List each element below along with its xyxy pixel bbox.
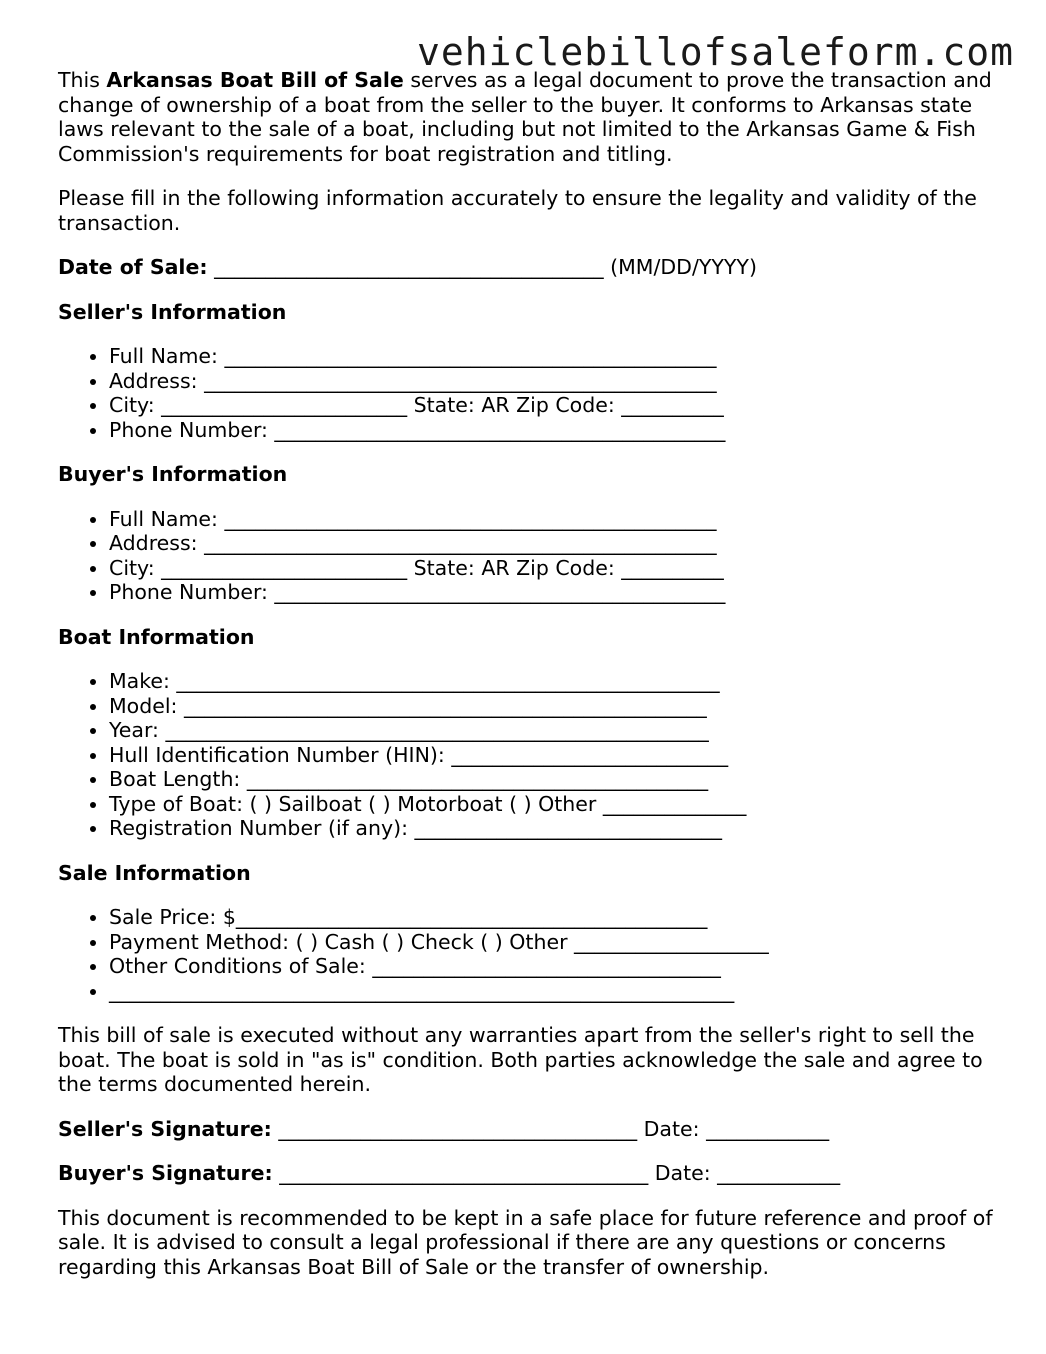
warranty-paragraph: This bill of sale is executed without any warranties apart from the seller's right to sell the boat. The boat is sold in "as is" condition. Both parties acknowledge the sale and agree to the terms documented herein. [58, 1023, 983, 1096]
sale-info-heading: Sale Information [58, 860, 251, 885]
sale-price-field[interactable]: • Sale Price: $______________________________________________ [109, 905, 1008, 930]
seller-info-list [58, 344, 1008, 442]
closing-paragraph: This document is recommended to be kept in a safe place for future reference and proof of sale. It is advised to consult a legal professional if there are any questions or concerns regarding this Arkansas Boat Bill of Sale or the transfer of ownership. [58, 1205, 993, 1279]
site-watermark: vehiclebillofsaleform.com [417, 30, 1014, 74]
boat-hin-field[interactable]: • Hull Identification Number (HIN): ___________________________ [109, 743, 1008, 768]
instructions-paragraph: Please fill in the following information accurately to ensure the legality and validity of the transaction. [58, 186, 977, 235]
document-body [58, 68, 1008, 1299]
boat-info-heading: Boat Information [58, 624, 255, 649]
boat-year-field[interactable]: • Year: _____________________________________________________ [109, 718, 1008, 743]
buyer-address-field[interactable]: • Address: __________________________________________________ [109, 531, 1008, 556]
buyer-signature-field[interactable]: Buyer's Signature: ____________________________________ Date: ____________ [58, 1161, 841, 1185]
seller-signature-field[interactable]: Seller's Signature: ___________________________________ Date: ____________ [58, 1116, 830, 1141]
seller-address-field[interactable]: • Address: __________________________________________________ [109, 369, 1008, 394]
seller-phone-field[interactable]: • Phone Number: ____________________________________________ [109, 418, 1008, 443]
buyer-info-heading: Buyer's Information [58, 462, 288, 486]
seller-signature-label: Seller's Signature: [58, 1116, 272, 1141]
seller-info-heading: Seller's Information [58, 299, 287, 324]
buyer-phone-field[interactable]: • Phone Number: ____________________________________________ [109, 580, 1008, 605]
seller-city-field[interactable]: • City: ________________________ State: AR Zip Code: __________ [109, 393, 1008, 418]
seller-full-name-field[interactable]: • Full Name: ________________________________________________ [109, 344, 1008, 369]
boat-info-list [58, 669, 1008, 841]
intro-paragraph: This Arkansas Boat Bill of Sale serves as a legal document to prove the transaction and change of ownership of a boat from the seller to the buyer. It conforms to Arkansas state laws relevant to the sale of a boat, including but not limited to the Arkansas Game & Fish Commission's requirements for boat registration and titling. [58, 68, 992, 166]
boat-registration-field[interactable]: • Registration Number (if any): ______________________________ [109, 816, 1008, 841]
boat-length-field[interactable]: • Boat Length: _____________________________________________ [109, 767, 1008, 792]
boat-model-field[interactable]: • Model: ___________________________________________________ [109, 694, 1008, 719]
other-conditions-field[interactable]: • Other Conditions of Sale: __________________________________ [109, 954, 1008, 979]
buyer-city-field[interactable]: • City: ________________________ State: AR Zip Code: __________ [109, 556, 1008, 581]
sale-info-list [58, 905, 1008, 1003]
buyer-info-list [58, 507, 1008, 605]
boat-make-field[interactable]: • Make: _____________________________________________________ [109, 669, 1008, 694]
boat-type-field[interactable]: • Type of Boat: ( ) Sailboat ( ) Motorboat ( ) Other ______________ [109, 792, 1008, 817]
buyer-full-name-field[interactable]: • Full Name: ________________________________________________ [109, 507, 1008, 532]
extra-conditions-field[interactable]: • _____________________________________________________________ [109, 979, 1008, 1004]
date-of-sale-label: Date of Sale: [58, 255, 208, 279]
buyer-signature-label: Buyer's Signature: [58, 1161, 273, 1185]
date-of-sale-field[interactable]: Date of Sale: ______________________________________ (MM/DD/YYYY) [58, 255, 757, 279]
document-title: Arkansas Boat Bill of Sale [106, 68, 404, 92]
payment-method-field[interactable]: • Payment Method: ( ) Cash ( ) Check ( ) Other ___________________ [109, 930, 1008, 955]
